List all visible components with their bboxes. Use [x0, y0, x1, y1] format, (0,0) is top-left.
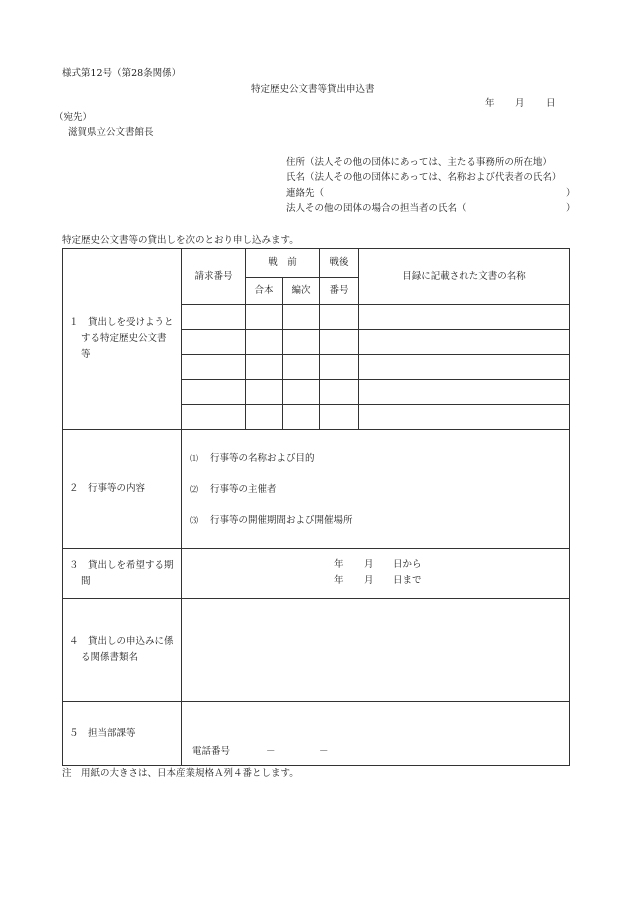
footnote: 注 用紙の大きさは、日本産業規格Ａ列４番とします。 [62, 768, 299, 779]
request-number-cell[interactable] [182, 405, 246, 430]
form-title: 特定歴史公文書等貸出申込書 [251, 84, 375, 95]
request-number-cell[interactable] [182, 305, 246, 330]
number-cell[interactable] [320, 355, 359, 380]
section-4-label-line-b: る関係書類名 [81, 652, 139, 663]
number-cell[interactable] [320, 305, 359, 330]
section-5-row [63, 702, 570, 766]
application-table [62, 248, 570, 766]
document-title-cell[interactable] [359, 330, 570, 355]
phone-dash-1: － [266, 745, 276, 757]
phone-label: 電話番号 [192, 745, 231, 757]
period-from-line [334, 559, 422, 570]
header-volume: 合本 [246, 278, 283, 305]
phone-number-line [192, 746, 329, 757]
addressee-label: （宛先） [54, 112, 93, 123]
period-from-year: 年 [334, 559, 344, 570]
number-cell[interactable] [320, 405, 359, 430]
intro-text: 特定歴史公文書等の貸出しを次のとおり申し込みます。 [62, 235, 299, 246]
applicant-contact-close: ） [566, 188, 576, 199]
applicant-name-line: 氏名（法人その他の団体にあっては、名称および代表者の氏名） [286, 172, 562, 183]
request-number-cell[interactable] [182, 355, 246, 380]
section-2-content[interactable] [182, 430, 570, 549]
section-2-row [63, 430, 570, 549]
date-day-label: 日 [546, 98, 556, 109]
document-title-cell[interactable] [359, 405, 570, 430]
event-item-2-number: ⑵ [190, 484, 198, 494]
applicant-staff-close: ） [566, 203, 576, 214]
section-1-label-line-b: する特定歴史公文書等 [81, 333, 167, 360]
edition-cell[interactable] [283, 355, 320, 380]
section-3-label-line-a: ３ 貸出しを希望する期 [69, 559, 174, 571]
event-item-1 [182, 443, 569, 474]
edition-cell[interactable] [283, 380, 320, 405]
period-from-month: 月 [364, 559, 374, 570]
section-5-label: ５ 担当部課等 [63, 702, 182, 766]
section-3-content[interactable] [182, 549, 570, 599]
section-1-label-line-a: １ 貸出しを受けようと [69, 317, 174, 329]
document-title-cell[interactable] [359, 380, 570, 405]
phone-dash-2: － [319, 745, 329, 757]
form-number: 様式第12号（第28条関係） [62, 68, 182, 79]
date-year-label: 年 [485, 98, 495, 109]
period-to-suffix: 日まで [393, 575, 422, 586]
period-to-month: 月 [364, 575, 374, 586]
section-3-label-line-b: 間 [81, 575, 91, 587]
number-cell[interactable] [320, 380, 359, 405]
section-2-label: ２ 行事等の内容 [63, 430, 182, 549]
document-title-cell[interactable] [359, 305, 570, 330]
event-item-2 [182, 474, 569, 505]
edition-cell[interactable] [283, 305, 320, 330]
event-item-1-text: 行事等の名称および目的 [210, 452, 315, 464]
volume-cell[interactable] [246, 355, 283, 380]
applicant-contact-label: 連絡先（ [286, 188, 325, 199]
volume-cell[interactable] [246, 305, 283, 330]
header-postwar: 戦後 [320, 249, 359, 278]
volume-cell[interactable] [246, 405, 283, 430]
section-4-label-line-a: ４ 貸出しの申込みに係 [69, 636, 174, 648]
header-row-1 [63, 249, 570, 278]
period-to-line [334, 575, 422, 586]
section-3-label [63, 549, 182, 599]
number-cell[interactable] [320, 330, 359, 355]
applicant-staff-label: 法人その他の団体の場合の担当者の氏名（ [286, 203, 467, 214]
header-edition: 編次 [283, 278, 320, 305]
loan-period [182, 549, 569, 598]
request-number-cell[interactable] [182, 330, 246, 355]
section-1-label [63, 249, 182, 430]
event-item-3 [182, 505, 569, 536]
section-4-label [63, 599, 182, 702]
department-field[interactable] [182, 702, 570, 766]
event-item-2-text: 行事等の主催者 [210, 483, 277, 495]
event-item-1-number: ⑴ [190, 453, 198, 463]
event-item-3-text: 行事等の開催期間および開催場所 [210, 514, 353, 526]
date-month-label: 月 [515, 98, 525, 109]
section-3-row [63, 549, 570, 599]
header-prewar: 戦 前 [246, 249, 320, 278]
header-number: 番号 [320, 278, 359, 305]
document-title-cell[interactable] [359, 355, 570, 380]
edition-cell[interactable] [283, 330, 320, 355]
addressee-name: 滋賀県立公文書館長 [68, 127, 154, 138]
edition-cell[interactable] [283, 405, 320, 430]
header-request-number: 請求番号 [182, 249, 246, 305]
volume-cell[interactable] [246, 330, 283, 355]
period-from-suffix: 日から [393, 559, 422, 570]
section-4-row [63, 599, 570, 702]
applicant-address-line: 住所（法人その他の団体にあっては、主たる事務所の所在地） [286, 157, 552, 168]
period-to-year: 年 [334, 575, 344, 586]
request-number-cell[interactable] [182, 380, 246, 405]
event-item-3-number: ⑶ [190, 515, 198, 525]
related-documents-field[interactable] [182, 599, 570, 702]
volume-cell[interactable] [246, 380, 283, 405]
header-document-title: 目録に記載された文書の名称 [359, 249, 570, 305]
